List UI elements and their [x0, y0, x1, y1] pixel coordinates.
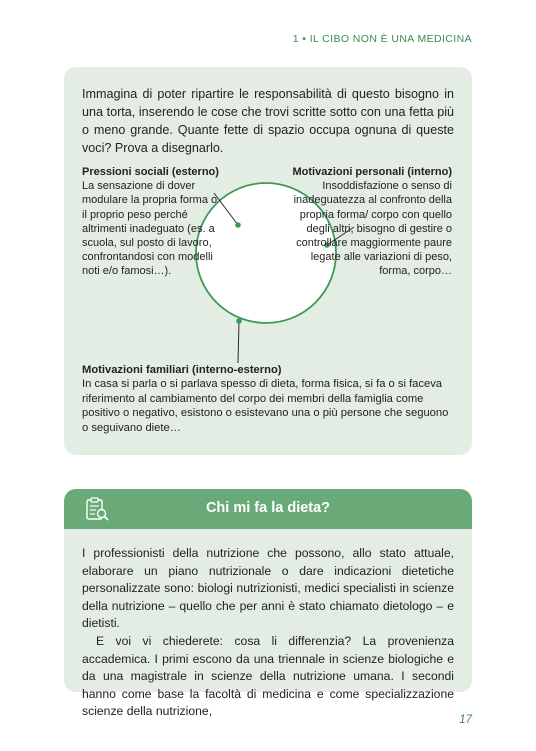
section-header-bar — [64, 489, 472, 529]
personal-title: Motivazioni personali (interno) — [292, 166, 452, 178]
pointer-dot-family — [236, 318, 242, 324]
exercise-panel — [64, 67, 472, 455]
section-paragraph: E voi vi chiederete: cosa li differenzia? La provenienza accademica. I primi escono da una triennale in scienze biologiche e da una magistrale in scienze della nutrizione umana. I secondi hanno come base la facoltà di medicina e come specializzazione scienze della nutrizione, — [82, 633, 454, 719]
exercise-intro: Immagina di poter ripartire le responsabilità di questo bisogno in una torta, inserendo le cose che trovi scritte sotto con una fetta più o meno grande. Quante fette di spazio occupa ognuna di queste voci? Prova a disegnarlo. — [82, 87, 454, 155]
label-social-pressure — [82, 165, 222, 279]
section-panel — [64, 489, 472, 719]
label-personal-motivation — [282, 165, 452, 279]
pointer-line-family — [238, 321, 239, 363]
pointer-dot-social — [235, 222, 241, 228]
label-family-motivation — [82, 363, 457, 435]
running-head: 1 • IL CIBO NON È UNA MEDICINA — [292, 33, 472, 45]
section-paragraph: I professionisti della nutrizione che possono, allo stato attuale, elaborare un piano nutrizionale o dare indicazioni dietetiche personalizzate sono: biologi nutrizionisti, medici specialisti in scienze della nutrizione – quello che per anni è stato chiamato dietologo – e dietisti. — [82, 546, 454, 631]
social-title: Pressioni sociali (esterno) — [82, 166, 219, 178]
section-body — [82, 545, 454, 721]
social-text: La sensazione di dover modulare la propria forma o il proprio peso perché altrimenti inadeguato (es. a scuola, sul posto di lavoro, confrontandosi con modelli noti e/o famosi…). — [82, 180, 218, 278]
section-title: Chi mi fa la dieta? — [205, 500, 331, 516]
personal-text: Insoddisfazione o senso di inadeguatezza al confronto della propria forma/ corpo con quello degli altri, bisogno di gestire o controllare maggiormente paure legate alle variazioni di peso, forma, corpo… — [293, 180, 452, 278]
page-number: 17 — [459, 714, 472, 726]
family-text: In casa si parla o si parlava spesso di dieta, forma fisica, si fa o si faceva riferimento al cambiamento del corpo dei membri della famiglia come positivo o negativo, esistono o esistevano una o più persone che seguono o seguivano diete… — [82, 378, 449, 434]
family-title: Motivazioni familiari (interno-esterno) — [82, 364, 282, 376]
